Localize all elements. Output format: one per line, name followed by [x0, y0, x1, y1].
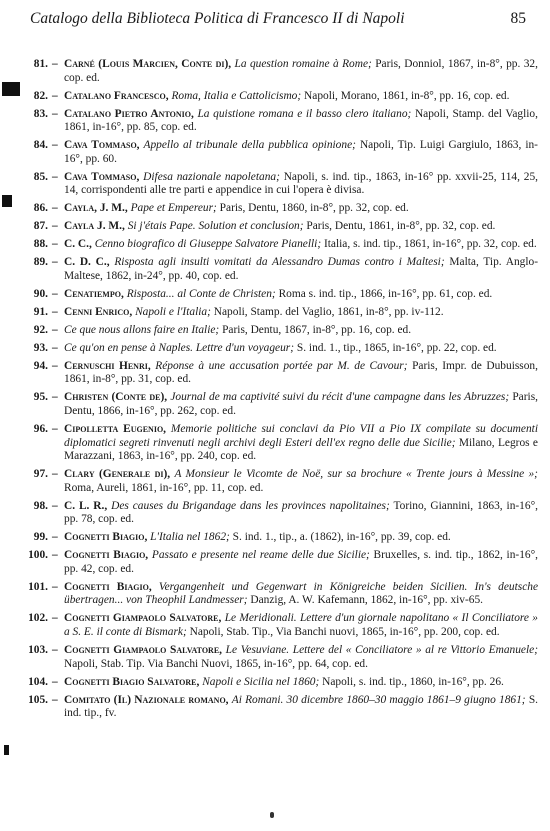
entry-dash: – [52, 675, 58, 688]
catalog-entry [12, 324, 538, 338]
entry-number: 103. [28, 643, 48, 656]
entry-title: Pape et Empereur; [130, 202, 217, 215]
entry-author: C. D. C., [64, 256, 110, 269]
entry-dash: – [52, 170, 58, 183]
catalog-entry [12, 549, 538, 576]
entry-imprint: S. ind. 1., tip., a. (1862), in-16°, pp. 39, cop. ed. [232, 531, 451, 544]
entry-imprint: Napoli, Morano, 1861, in-8°, pp. 16, cop. ed. [304, 89, 510, 102]
entry-text [64, 256, 538, 283]
entry-number: 98. [33, 499, 48, 512]
entry-number: 102. [28, 612, 48, 625]
entry-imprint: Napoli, Stab. Tip. Via Banchi Nuovi, 1865, in-16°, pp. 64, cop. ed. [64, 657, 368, 670]
entry-title: Napoli e l'Italia; [135, 305, 211, 318]
entry-author: Cava Tommaso, [64, 170, 140, 183]
entry-title: Le Vesuviane. Lettere del « Conciliatore » al re Vittorio Emanuele; [225, 643, 538, 656]
entry-title: A Monsieur le Vicomte de Noë, sur sa brochure « Trente jours à Messine »; [174, 468, 538, 481]
entry-title: Cenno biografico di Giuseppe Salvatore Pianelli; [94, 238, 322, 251]
entry-number: 93. [33, 341, 48, 354]
catalog-entry [12, 108, 538, 135]
entry-author: Cognetti Giampaolo Salvatore, [64, 643, 223, 656]
entry-author: Carné (Louis Marcien, Conte di), [64, 58, 232, 70]
catalog-entry [12, 342, 538, 356]
entry-text [64, 676, 538, 690]
entry-dash: – [52, 693, 58, 706]
entry-text [64, 108, 538, 135]
entry-text [64, 238, 538, 252]
entry-author: Comitato (Il) Nazionale romano, [64, 693, 229, 706]
entry-dash: – [52, 499, 58, 512]
catalog-entry [12, 612, 538, 639]
entry-title: Si j'étais Pape. Solution et conclusion; [127, 220, 304, 233]
entry-title: Ce que nous allons faire en Italie; [64, 323, 220, 336]
entry-author: Cipolletta Eugenio, [64, 422, 167, 435]
entry-author: Catalano Francesco, [64, 89, 169, 102]
entry-dash: – [52, 107, 58, 120]
entry-title: Memorie politiche sui conclavi da Pio VII a Pio IX compilate su documenti diplomatici segreti rinvenuti negli archivi degli Esteri dell'ex regno delle due Sicilie; [64, 422, 538, 449]
catalog-entry [12, 391, 538, 418]
entry-title: Vergangenheit und Gegenwart in Königreiche beiden Sicilien. In's deutsche übertragen... von Theophil Landmesser; [64, 580, 538, 607]
entry-imprint: Paris, Donniol, 1867, in-8°, pp. 32, cop. ed. [64, 58, 538, 84]
entry-imprint: Paris, Dentu, 1867, in-8°, pp. 16, cop. ed. [222, 323, 412, 336]
entry-number: 83. [33, 107, 48, 120]
entry-dash: – [52, 139, 58, 152]
entry-number: 105. [28, 693, 48, 706]
entry-number: 85. [33, 170, 48, 183]
entry-number: 92. [33, 323, 48, 336]
entry-imprint: Milano, Legros e Marazzani, 1863, in-16°, pp. 240, cop. ed. [64, 436, 538, 463]
catalog-entry [12, 139, 538, 166]
catalog-entry [12, 581, 538, 608]
catalog-entry [12, 202, 538, 216]
entry-author: Cenni Enrico, [64, 305, 133, 318]
entry-imprint: S. ind. tip., fv. [64, 693, 538, 720]
entry-dash: – [52, 359, 58, 372]
entry-imprint: Roma, Aureli, 1861, in-16°, pp. 11, cop. ed. [64, 481, 264, 494]
catalog-entry [12, 256, 538, 283]
entry-author: Cernuschi Henri, [64, 359, 151, 372]
entry-number: 91. [33, 305, 48, 318]
entry-number: 104. [28, 675, 48, 688]
catalog-entry [12, 676, 538, 690]
entry-number: 99. [33, 531, 48, 544]
entry-author: Cenatiempo, [64, 287, 124, 300]
entry-number: 84. [33, 139, 48, 152]
entry-title: La quistione romana e il basso clero italiano; [197, 107, 412, 120]
entry-text [64, 531, 538, 545]
entry-author: Cognetti Biagio Salvatore, [64, 675, 200, 688]
entry-author: Clary (Generale di), [64, 468, 171, 481]
entry-number: 82. [33, 89, 48, 102]
entry-text [64, 581, 538, 608]
page-number: 85 [510, 10, 526, 27]
entry-text [64, 306, 538, 320]
entry-text [64, 500, 538, 527]
entry-dash: – [52, 89, 58, 102]
entry-text [64, 423, 538, 464]
entry-title: Ai Romani. 30 dicembre 1860–30 maggio 1861–9 giugno 1861; [231, 693, 526, 706]
entry-text [64, 468, 538, 495]
entry-text [64, 324, 538, 338]
entry-number: 94. [33, 359, 48, 372]
entry-title: Passato e presente nel reame delle due Sicilie; [151, 549, 370, 562]
entry-imprint: Roma s. ind. tip., 1866, in-16°, pp. 61, cop. ed. [278, 287, 493, 300]
entry-dash: – [52, 305, 58, 318]
entry-dash: – [52, 580, 58, 593]
entry-dash: – [52, 422, 58, 435]
entry-dash: – [52, 238, 58, 251]
entry-title: Ce qu'on en pense à Naples. Lettre d'un voyageur; [64, 341, 295, 354]
entry-dash: – [52, 391, 58, 404]
entry-title: Risposta... al Conte de Christen; [126, 287, 276, 300]
entry-text [64, 171, 538, 198]
entry-number: 97. [33, 468, 48, 481]
entry-imprint: Paris, Dentu, 1860, in-8°, pp. 32, cop. ed. [219, 202, 409, 215]
entry-text [64, 288, 538, 302]
page-mark [270, 812, 274, 818]
entry-dash: – [52, 323, 58, 336]
catalog-entry [12, 531, 538, 545]
entry-imprint: Italia, s. ind. tip., 1861, in-16°, pp. 32, cop. ed. [323, 238, 537, 251]
catalog-entry [12, 423, 538, 464]
catalog-entry [12, 58, 538, 85]
entry-text [64, 220, 538, 234]
entry-author: Christen (Conte de), [64, 391, 168, 404]
entry-dash: – [52, 468, 58, 481]
entry-imprint: Malta, Tip. Anglo-Maltese, 1862, in-24°, pp. 40, cop. ed. [64, 256, 539, 282]
entry-author: Cayla J. M., [64, 220, 125, 233]
entry-number: 87. [33, 220, 48, 233]
catalog-entry [12, 360, 538, 387]
entry-dash: – [52, 549, 58, 562]
entry-title: Des causes du Brigandage dans les provinces napolitaines; [111, 499, 390, 512]
entry-dash: – [52, 202, 58, 215]
entry-author: Cognetti Biagio, [64, 549, 149, 562]
entry-dash: – [52, 58, 58, 70]
entry-imprint: S. ind. 1., tip., 1865, in-16°, pp. 22, cop. ed. [296, 341, 497, 354]
entry-title: Roma, Italia e Cattolicismo; [171, 89, 302, 102]
entry-author: Catalano Pietro Antonio, [64, 107, 194, 120]
entry-imprint: Napoli, Stamp. del Vaglio, 1861, in-8°, pp. iv-112. [213, 305, 444, 318]
entry-imprint: Danzig, A. W. Kafemann, 1862, in-16°, pp. xiv-65. [250, 594, 484, 607]
entry-title: Journal de ma captivité suivi du récit d'une campagne dans les Abruzzes; [170, 391, 510, 404]
entry-imprint: Napoli, Stamp. del Vaglio, 1861, in-16°, pp. 85, cop. ed. [64, 107, 538, 134]
entry-number: 81. [33, 58, 48, 70]
entry-imprint: Torino, Giannini, 1863, in-16°, pp. 78, cop. ed. [64, 499, 538, 526]
catalog-entry [12, 288, 538, 302]
entry-dash: – [52, 287, 58, 300]
margin-mark [4, 745, 9, 755]
entry-title: Réponse à une accusation portée par M. de Cavour; [155, 359, 408, 372]
entry-text [64, 90, 538, 104]
entry-title: Appello al tribunale della pubblica opinione; [143, 139, 356, 152]
entry-title: Le Meridionali. Lettere d'un giornale napolitano « Il Conciliatore » a S. E. il conte di Bismark; [64, 612, 538, 638]
entry-author: Cognetti Biagio, [64, 531, 148, 544]
entry-text [64, 58, 538, 85]
entry-imprint: Napoli, s. ind. tip., 1860, in-16°, pp. 26. [322, 675, 504, 688]
entry-number: 96. [33, 422, 48, 435]
margin-mark [2, 195, 12, 207]
catalog-entry [12, 171, 538, 198]
entry-text [64, 202, 538, 216]
entry-number: 86. [33, 202, 48, 215]
catalog-entry [12, 500, 538, 527]
entry-title: Risposta agli insulti vomitati da Alessandro Dumas contro i Maltesi; [114, 256, 445, 269]
entry-text [64, 391, 538, 418]
entry-title: Napoli e Sicilia nel 1860; [202, 675, 320, 688]
entry-text [64, 694, 538, 721]
entry-author: C. L. R., [64, 499, 108, 512]
catalog-entry [12, 468, 538, 495]
entry-author: Cognetti Biagio, [64, 580, 152, 593]
catalog-entry [12, 238, 538, 252]
entry-imprint: Napoli, Stab. Tip., Via Banchi nuovi, 1865, in-16°, pp. 200, cop. ed. [189, 625, 500, 638]
entry-number: 89. [33, 256, 48, 269]
entry-text [64, 342, 538, 356]
catalog-entry-list [12, 58, 538, 725]
entry-dash: – [52, 256, 58, 269]
entry-number: 88. [33, 238, 48, 251]
entry-text [64, 644, 538, 671]
catalog-entry [12, 90, 538, 104]
entry-dash: – [52, 341, 58, 354]
entry-dash: – [52, 643, 58, 656]
entry-author: C. C., [64, 238, 92, 251]
entry-number: 100. [28, 549, 48, 562]
entry-dash: – [52, 220, 58, 233]
catalog-entry [12, 220, 538, 234]
entry-imprint: Paris, Dentu, 1861, in-8°, pp. 32, cop. ed. [306, 220, 496, 233]
catalog-entry [12, 644, 538, 671]
catalog-entry [12, 306, 538, 320]
entry-title: La question romaine à Rome; [234, 58, 372, 70]
entry-dash: – [52, 612, 58, 625]
entry-imprint: Napoli, Tip. Luigi Gargiulo, 1863, in-16°, pp. 60. [64, 139, 538, 165]
entry-author: Cayla, J. M., [64, 202, 128, 215]
entry-author: Cava Tommaso, [64, 139, 140, 152]
entry-imprint: Bruxelles, s. ind. tip., 1862, in-16°, pp. 42, cop. ed. [64, 549, 539, 575]
entry-title: Difesa nazionale napoletana; [143, 170, 280, 183]
entry-number: 90. [33, 287, 48, 300]
entry-title: L'Italia nel 1862; [150, 531, 230, 544]
entry-author: Cognetti Giampaolo Salvatore, [64, 612, 222, 625]
entry-imprint: Napoli, s. ind. tip., 1863, in-16° pp. xxvii-25, 114, 25, 14, corrispondenti alle tre parti e appendice in cui l'opera è divisa. [64, 170, 538, 197]
entry-imprint: Paris, Dentu, 1866, in-16°, pp. 262, cop. ed. [64, 391, 538, 417]
catalog-entry [12, 694, 538, 721]
entry-text [64, 549, 538, 576]
entry-imprint: Paris, Impr. de Dubuisson, 1861, in-8°, pp. 31, cop. ed. [64, 359, 538, 386]
entry-number: 95. [33, 391, 48, 404]
entry-text [64, 139, 538, 166]
running-header [30, 10, 526, 38]
entry-dash: – [52, 531, 58, 544]
running-title: Catalogo della Biblioteca Politica di Francesco II di Napoli [30, 10, 405, 27]
entry-number: 101. [28, 580, 48, 593]
entry-text [64, 360, 538, 387]
entry-text [64, 612, 538, 639]
